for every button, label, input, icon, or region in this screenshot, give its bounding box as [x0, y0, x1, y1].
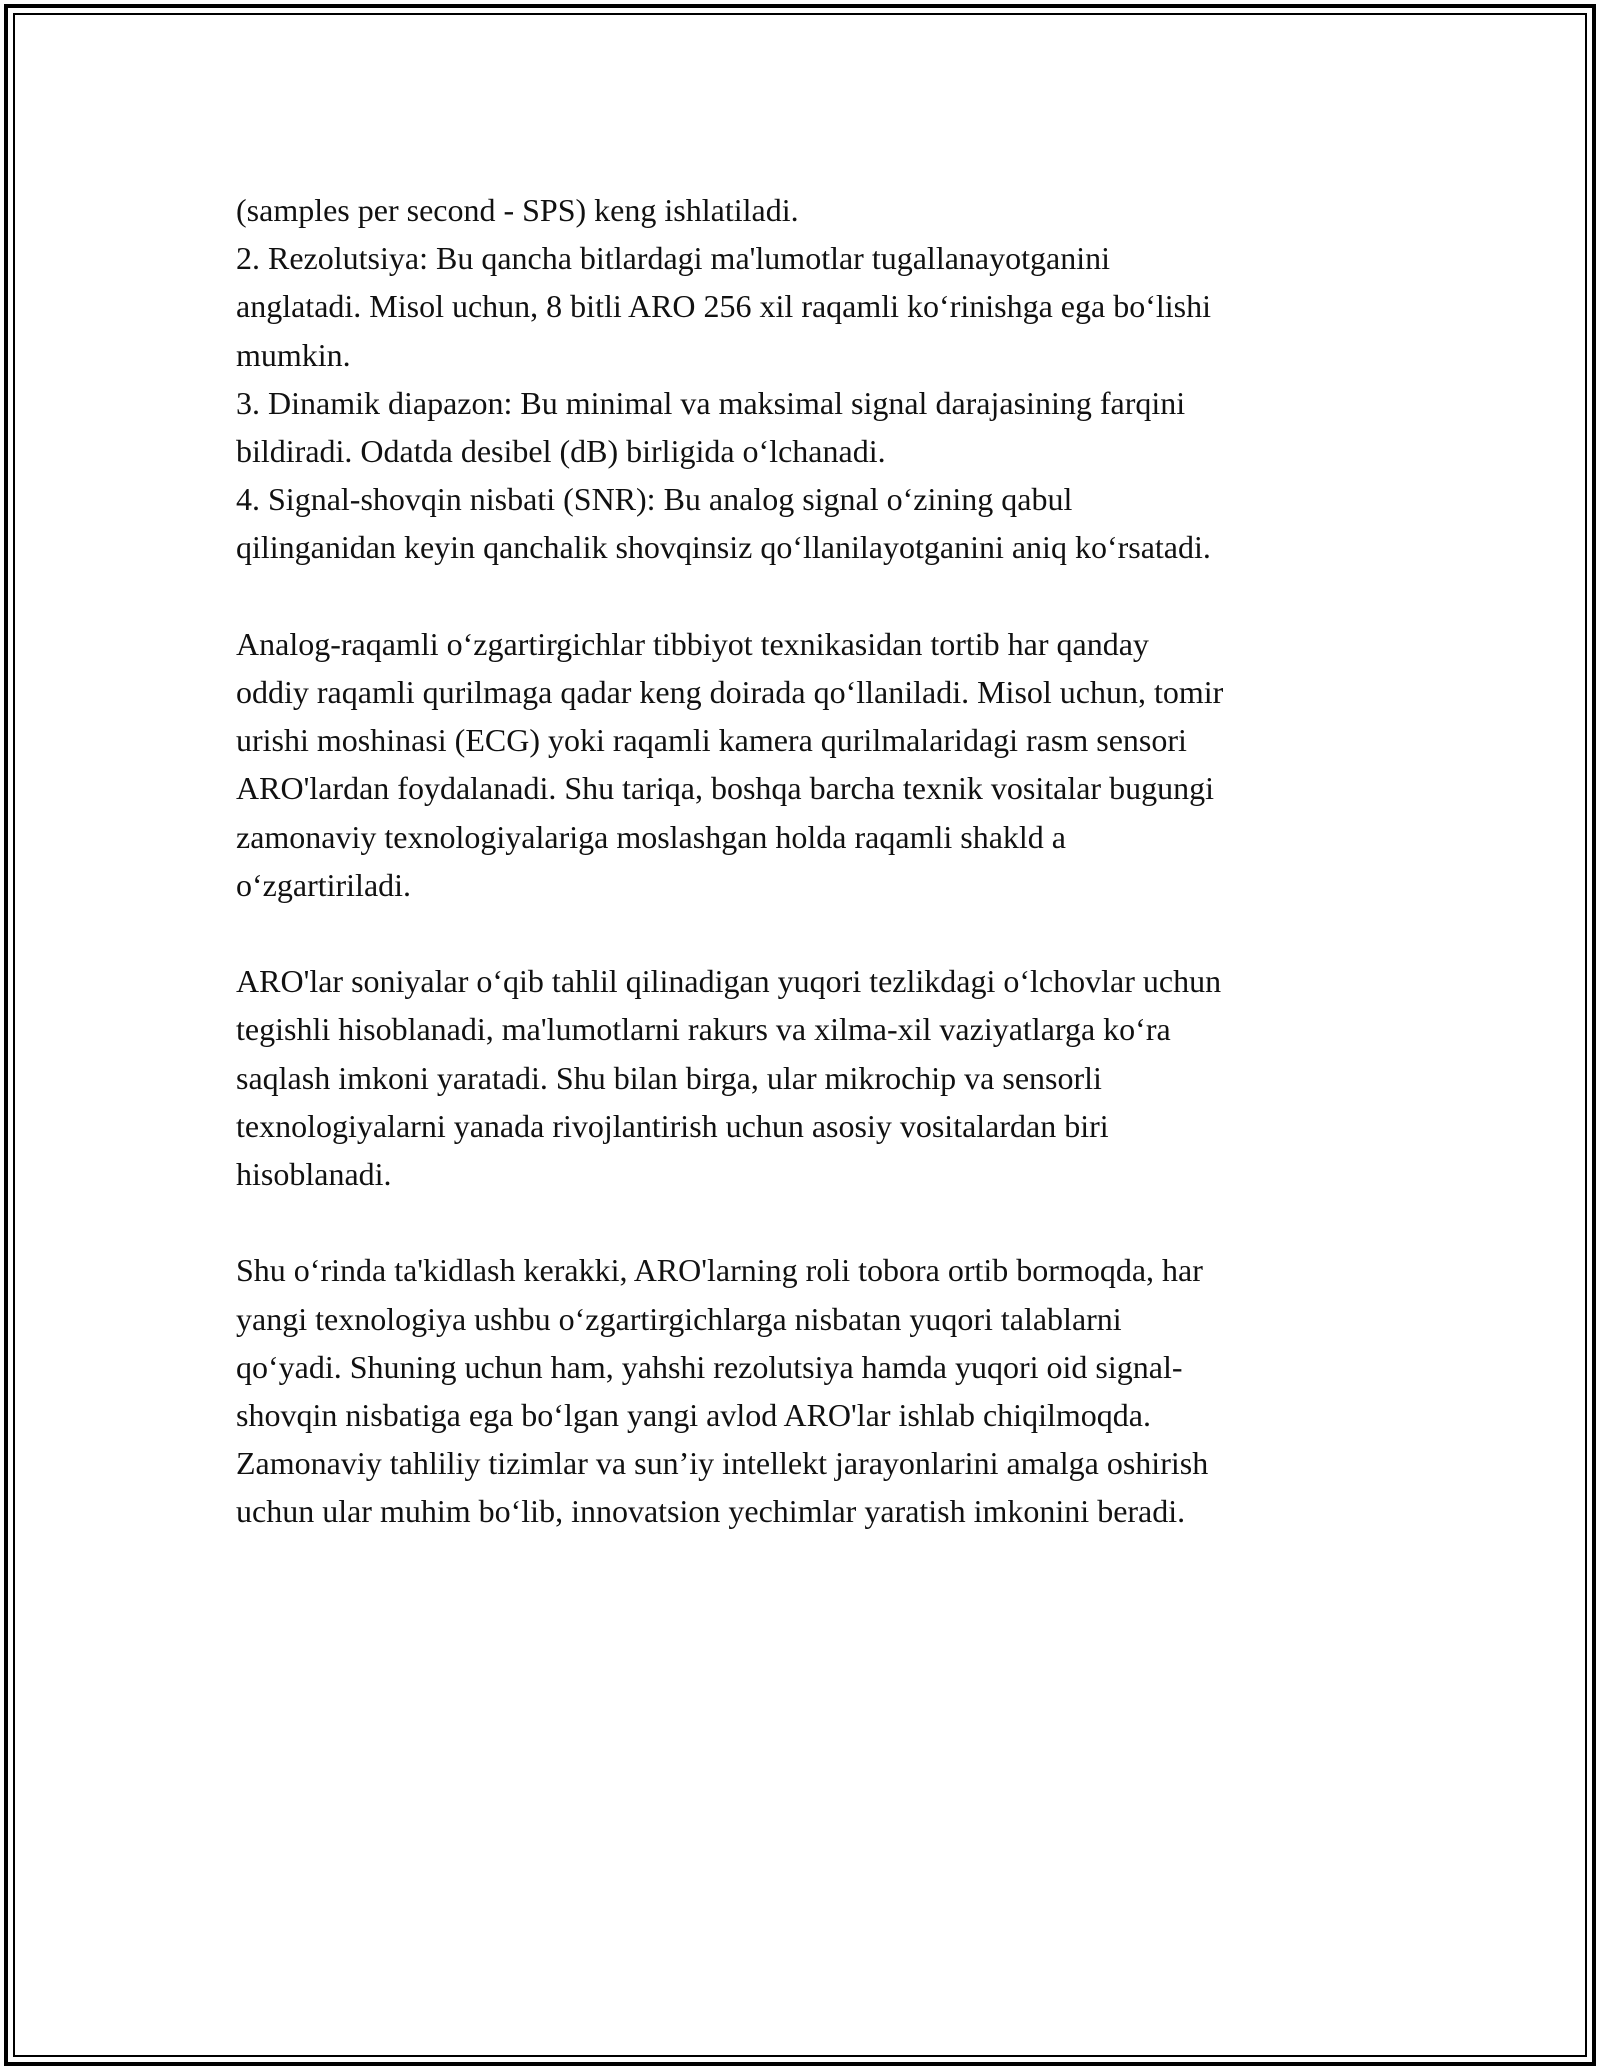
text-line: Shu o‘rinda ta'kidlash kerakki, ARO'larning roli tobora ortib bormoqda, har — [236, 1252, 1203, 1289]
text-line: bildiradi. Odatda desibel (dB) birligida o‘lchanadi. — [236, 433, 886, 470]
text-line: 4. Signal-shovqin nisbati (SNR): Bu analog signal o‘zining qabul — [236, 481, 1073, 518]
paragraph-gap — [236, 1198, 1386, 1246]
text-line: Zamonaviy tahliliy tizimlar va sun’iy intellekt jarayonlarini amalga oshirish — [236, 1445, 1209, 1482]
text-line: (samples per second - SPS) keng ishlatiladi. — [236, 192, 799, 228]
text-line: oddiy raqamli qurilmaga qadar keng doirada qo‘llaniladi. Misol uchun, tomir — [236, 674, 1224, 711]
text-line: urishi moshinasi (ECG) yoki raqamli kamera qurilmalaridagi rasm sensori — [236, 722, 1187, 759]
text-line: ARO'lar soniyalar o‘qib tahlil qilinadigan yuqori tezlikdagi o‘lchovlar uchun — [236, 963, 1222, 1000]
paragraph-gap — [236, 909, 1386, 957]
text-line: texnologiyalarni yanada rivojlantirish uchun asosiy vositalardan biri — [236, 1107, 1109, 1144]
text-line: tegishli hisoblanadi, ma'lumotlarni rakurs va xilma-xil vaziyatlarga ko‘ra — [236, 1011, 1171, 1048]
text-line: qo‘yadi. Shuning uchun ham, yahshi rezolutsiya hamda yuqori oid signal- — [236, 1348, 1183, 1385]
text-line: yangi texnologiya ushbu o‘zgartirgichlarga nisbatan yuqori talablarni — [236, 1300, 1122, 1337]
text-line: uchun ular muhim bo‘lib, innovatsion yechimlar yaratish imkonini beradi. — [236, 1493, 1186, 1530]
text-line: mumkin. — [236, 336, 351, 373]
text-line: hisoblanadi. — [236, 1156, 392, 1193]
text-line: 3. Dinamik diapazon: Bu minimal va maksimal signal darajasining farqini — [236, 384, 1186, 421]
paragraph-gap — [236, 572, 1386, 620]
text-line: o‘zgartiriladi. — [236, 866, 412, 903]
text-line: shovqin nisbatiga ega bo‘lgan yangi avlod ARO'lar ishlab chiqilmoqda. — [236, 1397, 1151, 1434]
text-line: Analog-raqamli o‘zgartirgichlar tibbiyot texnikasidan tortib har qanday — [236, 625, 1149, 662]
text-line: anglatadi. Misol uchun, 8 bitli ARO 256 xil raqamli ko‘rinishga ega bo‘lishi — [236, 288, 1211, 325]
text-line: zamonaviy texnologiyalariga moslashgan holda raqamli shakld a — [236, 818, 1066, 855]
text-line: qilinganidan keyin qanchalik shovqinsiz qo‘llanilayotganini aniq ko‘rsatadi. — [236, 529, 1211, 566]
text-line: 2. Rezolutsiya: Bu qancha bitlardagi ma'lumotlar tugallanayotganini — [236, 240, 1110, 277]
text-line: saqlash imkoni yaratadi. Shu bilan birga, ular mikrochip va sensorli — [236, 1059, 1102, 1096]
document-body — [236, 186, 1386, 1536]
text-line: ARO'lardan foydalanadi. Shu tariqa, boshqa barcha texnik vositalar bugungi — [236, 770, 1214, 807]
